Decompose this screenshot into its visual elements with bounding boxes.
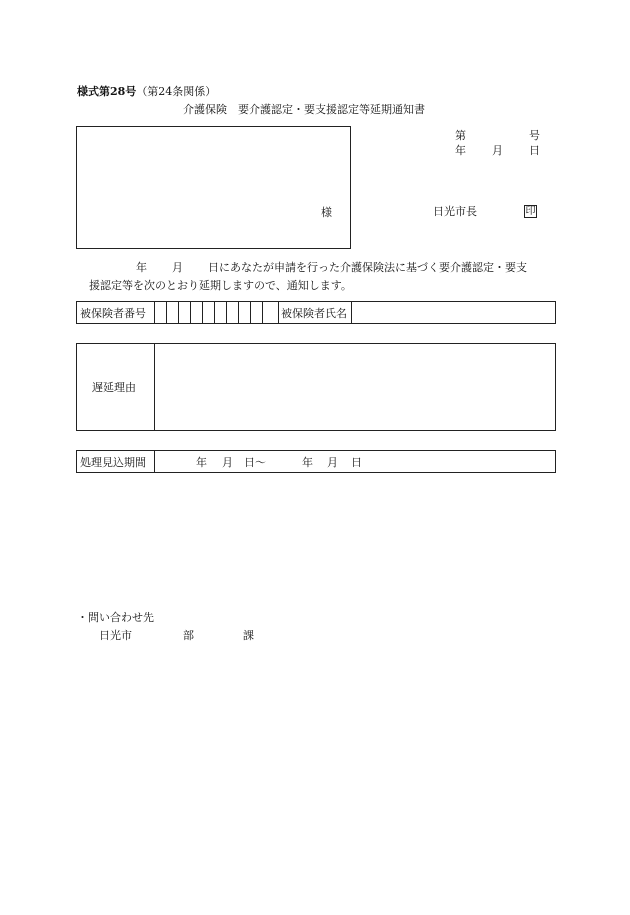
form-reference: （第24条関係） <box>136 85 217 98</box>
digit-cell-divider <box>166 302 167 323</box>
insured-name-label: 被保険者氏名 <box>281 306 347 320</box>
processing-period-label: 処理見込期間 <box>80 455 146 469</box>
cell-divider <box>154 451 155 472</box>
cell-divider <box>154 302 155 323</box>
period-end-year: 年 <box>302 455 313 469</box>
period-start-year: 年 <box>196 455 207 469</box>
delay-reason-label: 遅延理由 <box>92 381 136 394</box>
seal-text: 印 <box>525 205 536 217</box>
processing-period-row <box>76 450 556 473</box>
digit-cell-divider <box>238 302 239 323</box>
seal-stamp <box>524 205 537 218</box>
digit-cell-divider <box>226 302 227 323</box>
body-line1-text: 日にあなたが申請を行った介護保険法に基づく要介護認定・要支 <box>208 261 527 274</box>
contact-city: 日光市 <box>99 629 132 642</box>
period-start-day: 日 <box>244 455 255 469</box>
contact-department: 部 <box>183 629 194 642</box>
period-start-month: 月 <box>222 455 233 469</box>
contact-title: ・問い合わせ先 <box>77 611 154 624</box>
cell-divider <box>154 344 155 430</box>
doc-date-year: 年 <box>455 144 466 157</box>
period-end-day: 日 <box>351 455 362 469</box>
form-header <box>77 86 216 97</box>
insured-info-row <box>76 301 556 324</box>
form-number: 様式第28号 <box>77 85 137 98</box>
recipient-honorific: 様 <box>321 206 332 219</box>
doc-date-month: 月 <box>492 144 503 157</box>
issuer-title: 日光市長 <box>433 205 477 218</box>
body-month: 月 <box>172 261 183 274</box>
cell-divider <box>278 302 279 323</box>
body-line2-text: 援認定等を次のとおり延期しますので、通知します。 <box>89 279 352 292</box>
insured-number-label: 被保険者番号 <box>80 306 146 320</box>
period-tilde: ～ <box>255 455 266 469</box>
digit-cell-divider <box>214 302 215 323</box>
doc-number-suffix: 号 <box>529 129 540 142</box>
digit-cell-divider <box>178 302 179 323</box>
doc-date-day: 日 <box>529 144 540 157</box>
contact-section: 課 <box>243 629 254 642</box>
recipient-address-box <box>76 126 351 249</box>
digit-cell-divider <box>262 302 263 323</box>
body-year: 年 <box>136 261 147 274</box>
cell-divider <box>351 302 352 323</box>
digit-cell-divider <box>190 302 191 323</box>
document-title: 介護保険 要介護認定・要支援認定等延期通知書 <box>183 103 425 116</box>
digit-cell-divider <box>202 302 203 323</box>
doc-number-prefix: 第 <box>455 129 466 142</box>
period-end-month: 月 <box>327 455 338 469</box>
digit-cell-divider <box>250 302 251 323</box>
delay-reason-box <box>76 343 556 431</box>
